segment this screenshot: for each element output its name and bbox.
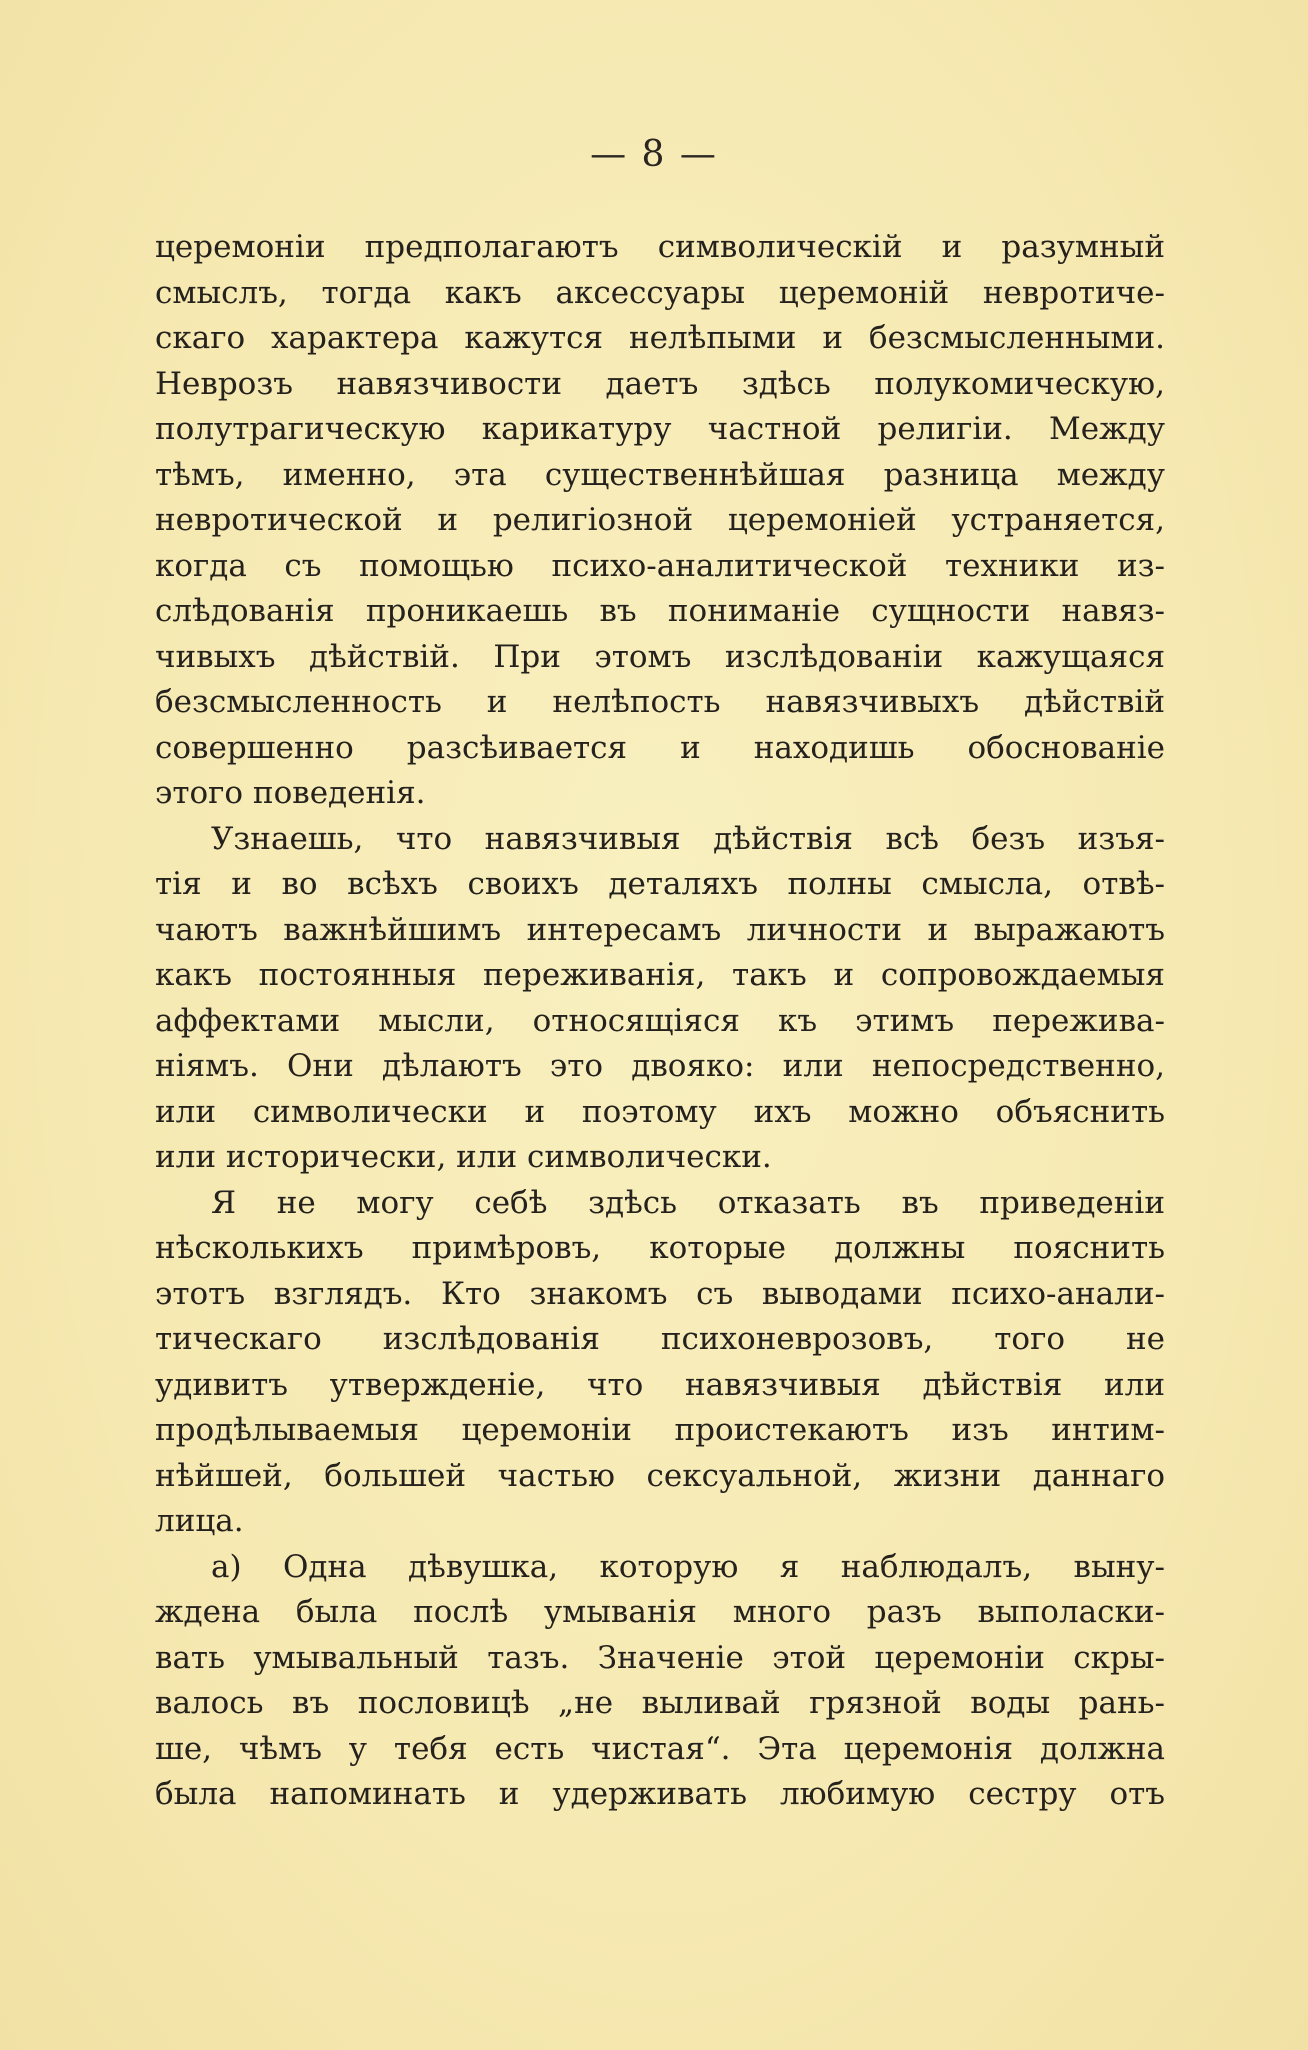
paragraph-4	[155, 1545, 1165, 1818]
text-line: или исторически, или символически.	[155, 1139, 772, 1175]
text-line: Я не могу себѣ здѣсь отказать въ приведеніи	[211, 1184, 1165, 1221]
paragraph-1	[155, 225, 1165, 817]
text-line: ждена была послѣ умыванія много разъ выполаски-	[155, 1594, 1165, 1630]
text-line: скаго характера кажутся нелѣпыми и безсмысленными.	[155, 320, 1165, 356]
text-line: вать умывальный тазъ. Значеніе этой церемоніи скры-	[155, 1639, 1165, 1676]
paragraph-3	[155, 1181, 1165, 1545]
text-line: тія и во всѣхъ своихъ деталяхъ полны смысла, отвѣ-	[155, 866, 1165, 902]
page-number: — 8 —	[590, 134, 718, 175]
text-line: ше, чѣмъ у тебя есть чистая“. Эта церемонія должна	[155, 1730, 1165, 1767]
paragraph-2	[155, 817, 1165, 1181]
text-line: какъ постоянныя переживанія, такъ и сопровождаемыя	[155, 957, 1165, 993]
text-line: Неврозъ навязчивости даетъ здѣсь полукомическую,	[155, 365, 1165, 402]
text-line: лица.	[155, 1503, 244, 1539]
text-line: или символически и поэтому ихъ можно объяснить	[155, 1093, 1165, 1130]
text-line: нѣйшей, большей частью сексуальной, жизни даннаго	[155, 1457, 1165, 1494]
body-text	[155, 225, 1165, 1818]
text-line: Узнаешь, что навязчивыя дѣйствія всѣ безъ изъя-	[211, 820, 1165, 857]
text-line: совершенно разсѣивается и находишь обоснованіе	[155, 729, 1165, 766]
text-line: тѣмъ, именно, эта существеннѣйшая разница между	[155, 456, 1165, 493]
text-line: невротической и религіозной церемоніей устраняется,	[155, 502, 1165, 538]
text-line: слѣдованія проникаешь въ пониманіе сущности навяз-	[155, 593, 1165, 629]
text-line: полутрагическую карикатуру частной религіи. Между	[155, 411, 1165, 447]
text-line: этотъ взглядъ. Кто знакомъ съ выводами психо-анали-	[155, 1275, 1165, 1312]
text-line: валось въ пословицѣ „не выливай грязной воды рань-	[155, 1685, 1165, 1721]
text-line: удивитъ утвержденіе, что навязчивыя дѣйствія или	[155, 1366, 1165, 1403]
text-line: а) Одна дѣвушка, которую я наблюдалъ, выну-	[211, 1548, 1165, 1585]
text-line: нѣсколькихъ примѣровъ, которые должны пояснить	[155, 1230, 1165, 1266]
text-line: когда съ помощью психо-аналитической техники из-	[155, 547, 1165, 584]
text-line: безсмысленность и нелѣпость навязчивыхъ дѣйствій	[155, 684, 1165, 720]
text-line: чивыхъ дѣйствій. При этомъ изслѣдованіи кажущаяся	[155, 638, 1165, 675]
text-line: была напоминать и удерживать любимую сестру отъ	[155, 1776, 1165, 1812]
text-line: продѣлываемыя церемоніи проистекаютъ изъ интим-	[155, 1412, 1165, 1448]
text-line: ніямъ. Они дѣлаютъ это двояко: или непосредственно,	[155, 1048, 1165, 1084]
text-line: чаютъ важнѣйшимъ интересамъ личности и выражаютъ	[155, 911, 1165, 948]
text-line: смыслъ, тогда какъ аксессуары церемоній невротиче-	[155, 274, 1165, 311]
text-line: аффектами мысли, относящіяся къ этимъ пережива-	[155, 1002, 1165, 1039]
text-line: церемоніи предполагаютъ символическій и разумный	[155, 229, 1165, 265]
text-line: тическаго изслѣдованія психоневрозовъ, того не	[155, 1321, 1165, 1357]
text-line: этого поведенія.	[155, 775, 426, 811]
